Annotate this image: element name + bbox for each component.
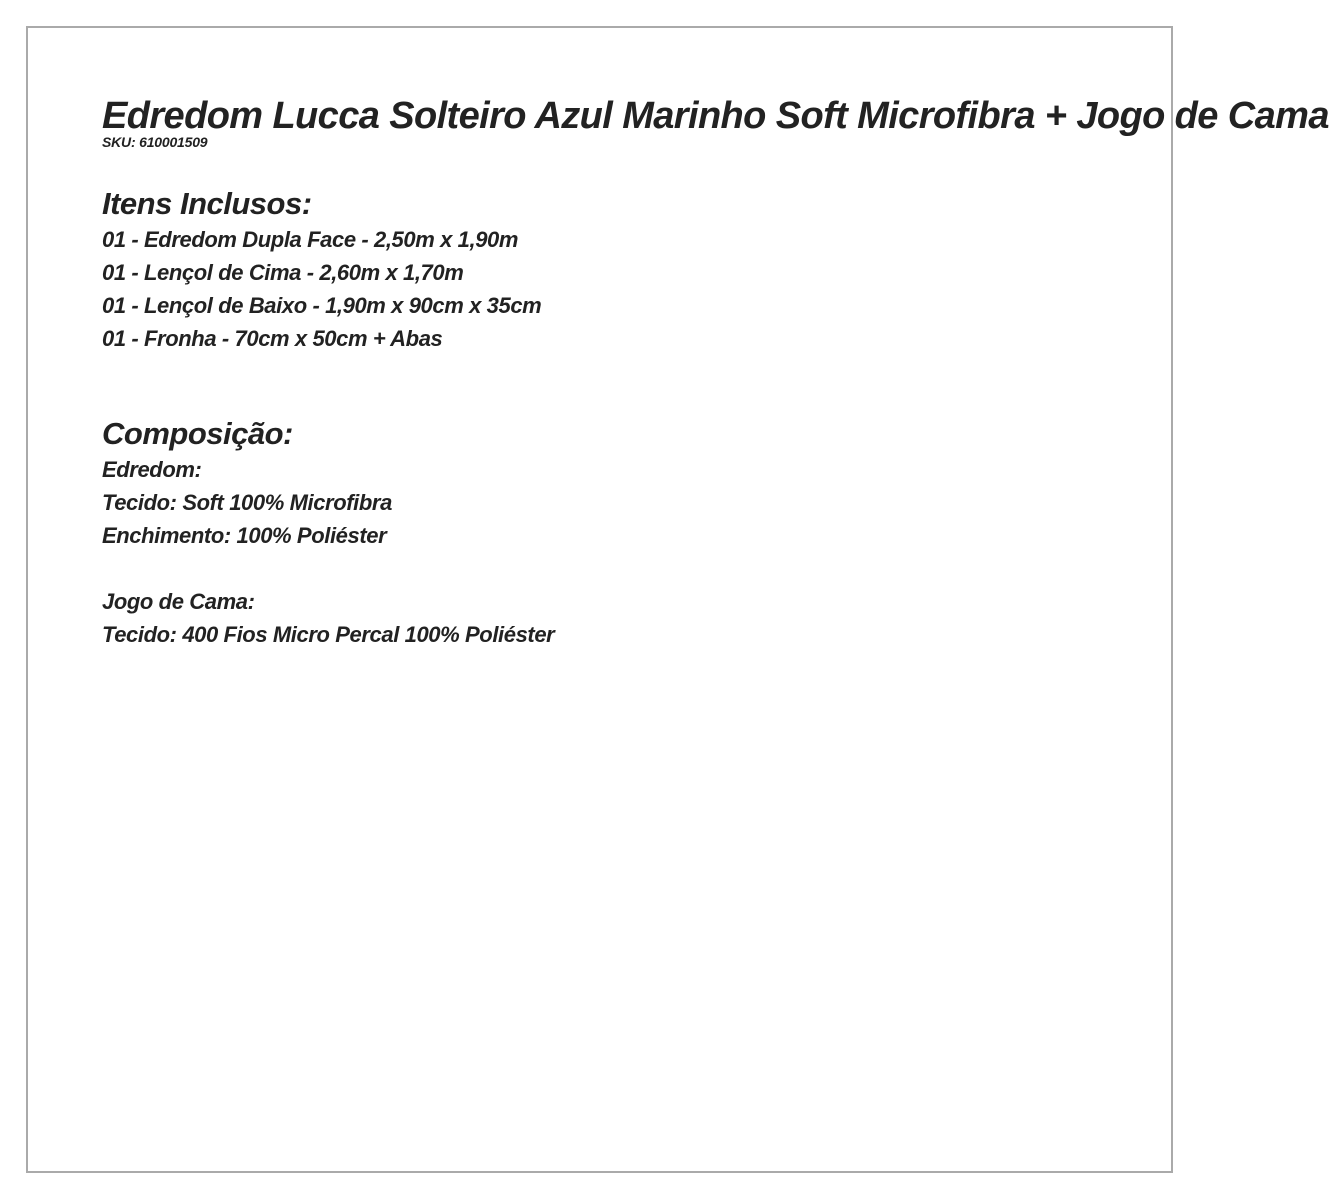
list-item: 01 - Lençol de Baixo - 1,90m x 90cm x 35cm xyxy=(102,293,542,318)
composition-bedding-set xyxy=(102,585,1302,651)
composition-edredom-fabric: Tecido: Soft 100% Microfibra xyxy=(102,490,392,515)
composition-edredom xyxy=(102,453,1302,552)
list-item: 01 - Lençol de Cima - 2,60m x 1,70m xyxy=(102,260,464,285)
list-item: 01 - Fronha - 70cm x 50cm + Abas xyxy=(102,326,443,351)
composition-edredom-label: Edredom: xyxy=(102,457,202,482)
product-title: Edredom Lucca Solteiro Azul Marinho Soft Microfibra + Jogo de Cama xyxy=(102,95,1329,137)
composition-edredom-filling: Enchimento: 100% Poliéster xyxy=(102,523,387,548)
product-sku: SKU: 610001509 xyxy=(102,134,208,150)
composition-bedding-label: Jogo de Cama: xyxy=(102,589,255,614)
items-included-list xyxy=(102,223,1302,355)
composition-heading: Composição: xyxy=(102,416,293,451)
list-item: 01 - Edredom Dupla Face - 2,50m x 1,90m xyxy=(102,227,519,252)
product-sheet-content xyxy=(102,92,1329,651)
product-sheet-frame xyxy=(26,26,1329,1173)
items-included-heading: Itens Inclusos: xyxy=(102,186,312,221)
spacer xyxy=(102,552,1302,585)
composition-bedding-fabric: Tecido: 400 Fios Micro Percal 100% Poliéster xyxy=(102,622,555,647)
